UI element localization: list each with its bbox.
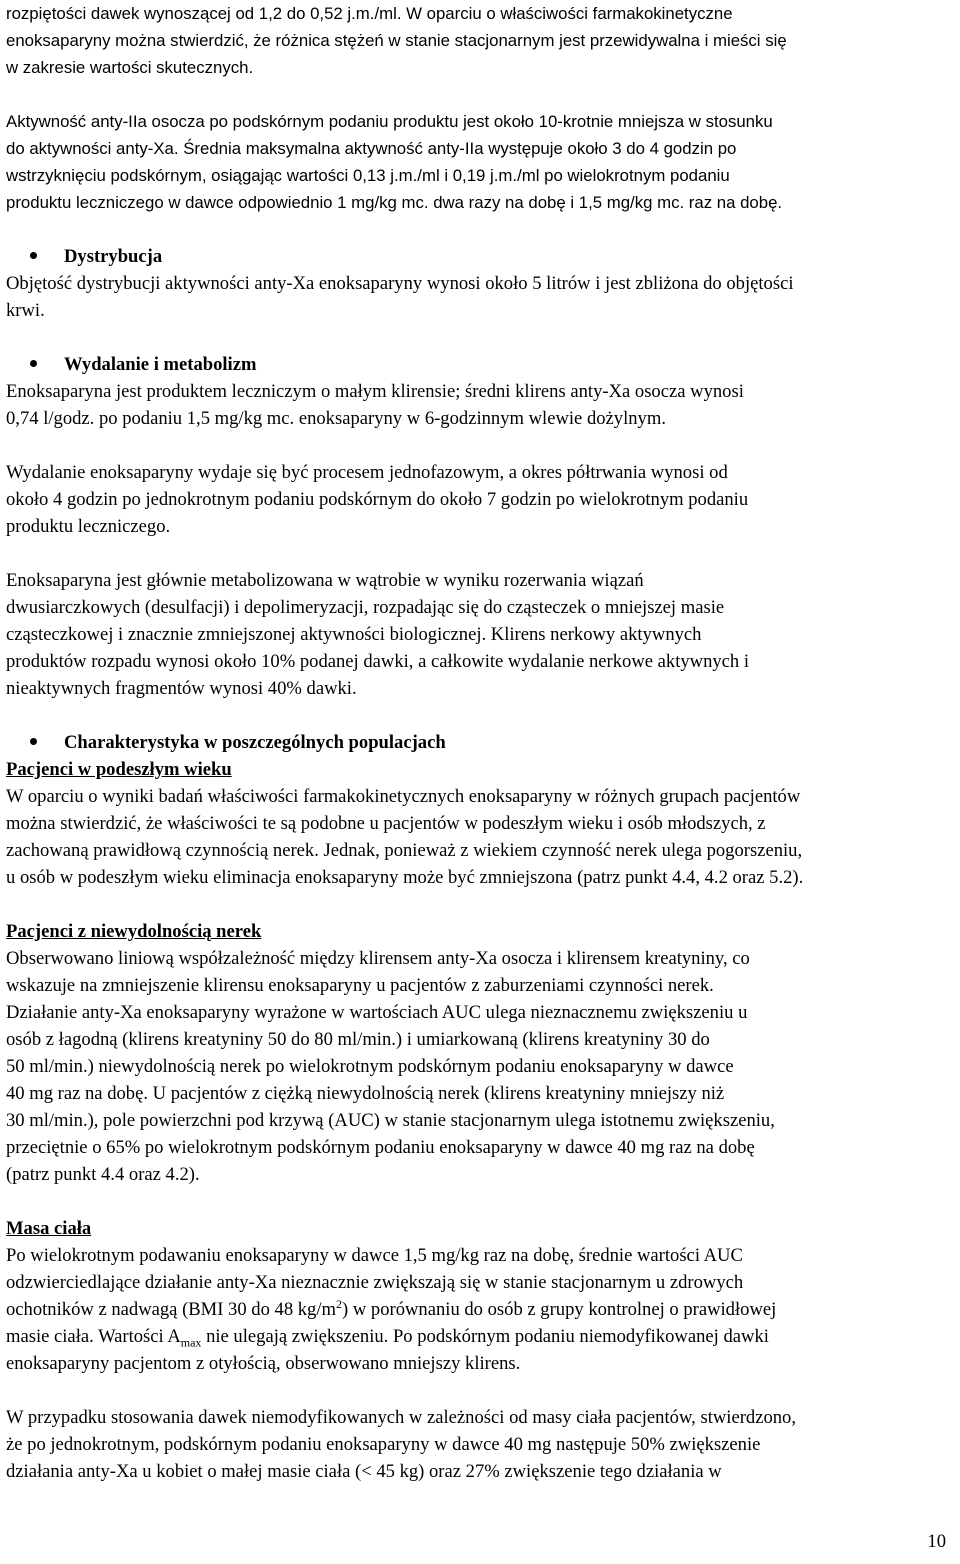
text-line: 50 ml/min.) niewydolnością nerek po wielokrotnym podskórnym podaniu enoksaparyny w dawce bbox=[6, 1056, 734, 1077]
text-line: Wydalanie enoksaparyny wydaje się być procesem jednofazowym, a okres półtrwania wynosi od bbox=[6, 462, 728, 483]
document-page bbox=[6, 0, 954, 1485]
text-line: cząsteczkowej i znacznie zmniejszonej aktywności biologicznej. Klirens nerkowy aktywnych bbox=[6, 624, 702, 645]
text-line: 30 ml/min.), pole powierzchni pod krzywą (AUC) w stanie stacjonarnym ulega istotnemu zwiększeniu, bbox=[6, 1110, 775, 1131]
section-heading-charakterystyka bbox=[6, 729, 954, 756]
text-fragment: nie ulegają zwiększeniu. Po podskórnym podaniu niemodyfikowanej dawki bbox=[201, 1326, 769, 1347]
text-line: można stwierdzić, że właściwości te są podobne u pacjentów w podeszłym wieku i osób młodszych, z bbox=[6, 813, 766, 834]
heading-text: Wydalanie i metabolizm bbox=[64, 354, 257, 375]
text-line: w zakresie wartości skutecznych. bbox=[6, 58, 254, 77]
text-line: wskazuje na zmniejszenie klirensu enoksaparyny u pacjentów z zaburzeniami czynności nerek. bbox=[6, 975, 714, 996]
text-line: W przypadku stosowania dawek niemodyfikowanych w zależności od masy ciała pacjentów, stwierdzono, bbox=[6, 1407, 796, 1428]
text-line: około 4 godzin po jednokrotnym podaniu podskórnym do około 7 godzin po wielokrotnym podaniu bbox=[6, 489, 749, 510]
text-line: nieaktywnych fragmentów wynosi 40% dawki. bbox=[6, 678, 357, 699]
text-line: W oparciu o wyniki badań właściwości farmakokinetycznych enoksaparyny w różnych grupach pacjentów bbox=[6, 786, 801, 807]
text-fragment: ochotników z nadwagą (BMI 30 do 48 kg/m bbox=[6, 1299, 336, 1320]
heading-text: Charakterystyka w poszczególnych populacjach bbox=[64, 732, 446, 753]
text-line: Obserwowano liniową współzależność między klirensem anty-Xa osocza i klirensem kreatyniny, co bbox=[6, 948, 750, 969]
text-line: osób z łagodną (klirens kreatyniny 50 do 80 ml/min.) i umiarkowaną (klirens kreatyniny 30 do bbox=[6, 1029, 710, 1050]
subheading-body-weight: Masa ciała bbox=[6, 1218, 92, 1239]
text-line: Po wielokrotnym podawaniu enoksaparyny w dawce 1,5 mg/kg raz na dobę, średnie wartości AUC bbox=[6, 1245, 743, 1266]
text-fragment: ) w porównaniu do osób z grupy kontrolnej o prawidłowej bbox=[342, 1299, 777, 1320]
text-line: zachowaną prawidłową czynnością nerek. Jednak, ponieważ z wiekiem czynność nerek ulega pogorszeniu, bbox=[6, 840, 803, 861]
text-line: u osób w podeszłym wieku eliminacja enoksaparyny może być zmniejszona (patrz punkt 4.4, 4.2 oraz 5.2). bbox=[6, 867, 804, 888]
text-line: działania anty-Xa u kobiet o małej masie ciała (< 45 kg) oraz 27% zwiększenie tego działania w bbox=[6, 1461, 722, 1482]
subheading-elderly: Pacjenci w podeszłym wieku bbox=[6, 759, 232, 780]
text-line: Enoksaparyna jest głównie metabolizowana w wątrobie w wyniku rozerwania wiązań bbox=[6, 570, 644, 591]
text-fragment: masie ciała. Wartości A bbox=[6, 1326, 181, 1347]
bullet-icon bbox=[30, 738, 37, 745]
bullet-icon bbox=[30, 252, 37, 259]
page-number: 10 bbox=[927, 1531, 946, 1552]
text-line: krwi. bbox=[6, 300, 45, 321]
text-line: produktu leczniczego. bbox=[6, 516, 171, 537]
text-line bbox=[6, 1323, 954, 1350]
subscript: max bbox=[180, 1335, 202, 1350]
text-line: Enoksaparyna jest produktem leczniczym o małym klirensie; średni klirens anty-Xa osocza wynosi bbox=[6, 381, 744, 402]
text-line: odzwierciedlające działanie anty-Xa nieznacznie zwiększają się w stanie stacjonarnym u zdrowych bbox=[6, 1272, 744, 1293]
text-line: enoksaparyny pacjentom z otyłością, obserwowano mniejszy klirens. bbox=[6, 1353, 521, 1374]
text-line: rozpiętości dawek wynoszącej od 1,2 do 0,52 j.m./ml. W oparciu o właściwości farmakokinetyczne bbox=[6, 4, 733, 23]
text-line: do aktywności anty-Xa. Średnia maksymalna aktywność anty-IIa występuje około 3 do 4 godzin po bbox=[6, 139, 737, 158]
text-line: Aktywność anty-IIa osocza po podskórnym podaniu produktu jest około 10-krotnie mniejsza w stosunku bbox=[6, 112, 773, 131]
text-line: wstrzyknięciu podskórnym, osiągając wartości 0,13 j.m./ml i 0,19 j.m./ml po wielokrotnym podaniu bbox=[6, 166, 730, 185]
text-line: dwusiarczkowych (desulfacji) i depolimeryzacji, rozpadając się do cząsteczek o mniejszej masie bbox=[6, 597, 725, 618]
subheading-renal: Pacjenci z niewydolnością nerek bbox=[6, 921, 262, 942]
superscript: 2 bbox=[336, 1296, 342, 1311]
bullet-icon bbox=[30, 360, 37, 367]
paragraph-steady-state bbox=[6, 0, 954, 81]
text-line: produktu leczniczego w dawce odpowiednio 1 mg/kg mc. dwa razy na dobę i 1,5 mg/kg mc. raz na dobę. bbox=[6, 193, 783, 212]
text-line: (patrz punkt 4.4 oraz 4.2). bbox=[6, 1164, 200, 1185]
section-heading-dystrybucja bbox=[6, 243, 954, 270]
text-line bbox=[6, 1296, 954, 1323]
text-line: że po jednokrotnym, podskórnym podaniu enoksaparyny w dawce 40 mg następuje 50% zwiększenie bbox=[6, 1434, 761, 1455]
heading-text: Dystrybucja bbox=[64, 246, 163, 267]
text-line: Działanie anty-Xa enoksaparyny wyrażone w wartościach AUC ulega nieznacznemu zwiększeniu u bbox=[6, 1002, 748, 1023]
section-heading-wydalanie bbox=[6, 351, 954, 378]
paragraph-anti-iia bbox=[6, 108, 954, 216]
text-line: 0,74 l/godz. po podaniu 1,5 mg/kg mc. enoksaparyny w 6-godzinnym wlewie dożylnym. bbox=[6, 408, 666, 429]
text-line: produktów rozpadu wynosi około 10% podanej dawki, a całkowite wydalanie nerkowe aktywnych i bbox=[6, 651, 750, 672]
text-line: 40 mg raz na dobę. U pacjentów z ciężką niewydolnością nerek (klirens kreatyniny mniejszy niż bbox=[6, 1083, 725, 1104]
text-line: enoksaparyny można stwierdzić, że różnica stężeń w stanie stacjonarnym jest przewidywalna i mieści się bbox=[6, 31, 787, 50]
text-line: Objętość dystrybucji aktywności anty-Xa enoksaparyny wynosi około 5 litrów i jest zbliżona do objętości bbox=[6, 273, 794, 294]
text-line: przeciętnie o 65% po wielokrotnym podskórnym podaniu enoksaparyny w dawce 40 mg raz na dobę bbox=[6, 1137, 755, 1158]
